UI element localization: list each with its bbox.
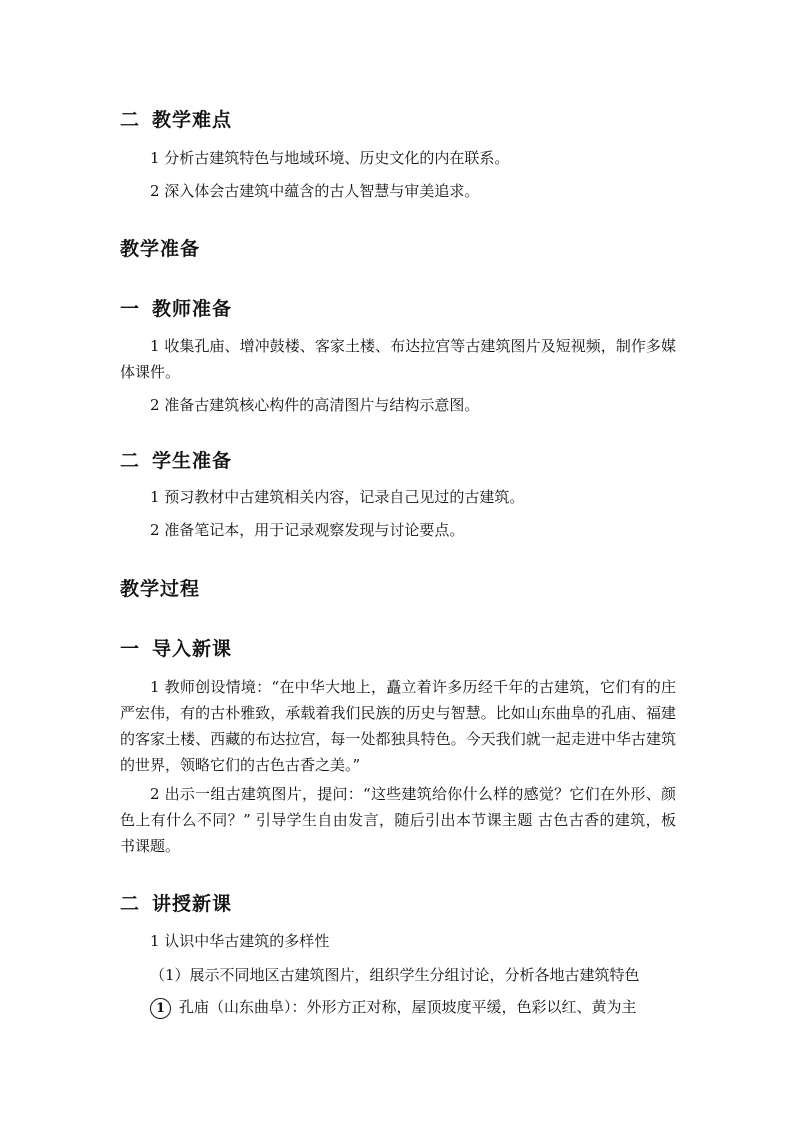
circled-number-icon: 1 [150,998,171,1019]
student-item-2: 2 准备笔记本，用于记录观察发现与讨论要点。 [150,521,465,539]
heading-new-lesson: 二 讲授新课 [120,893,233,915]
heading-teaching-difficulty: 二 教学难点 [120,109,233,131]
intro-paragraph-1: 1 教师创设情境：“在中华大地上，矗立着许多历经千年的古建筑，它们有的庄严宏伟，有的古朴雅致，承载着我们民族的历史与智慧。比如山东曲阜的孔庙、福建的客家土楼、西藏的布达拉宫，每一处都独具特色。今天我们就一起走进中华古建筑的世界，领略它们的古色古香之美。” [120,678,676,774]
heading-teaching-process: 教学过程 [120,578,201,600]
lesson-item-1: 1 孔庙（山东曲阜）：外形方正对称，屋顶坡度平缓，色彩以红、黄为主 [150,996,637,1019]
heading-introduction: 一 导入新课 [120,638,233,660]
lesson-subheading-1: 1 认识中华古建筑的多样性 [150,932,330,950]
teacher-item-2: 2 准备古建筑核心构件的高清图片与结构示意图。 [150,396,480,414]
difficulty-item-1: 1 分析古建筑特色与地域环境、历史文化的内在联系。 [150,149,510,167]
student-item-1: 1 预习教材中古建筑相关内容，记录自己见过的古建筑。 [150,488,525,506]
heading-student-preparation: 二 学生准备 [120,450,233,472]
intro-paragraph-2: 2 出示一组古建筑图片，提问：“这些建筑给你什么样的感觉？它们在外形、颜色上有什么不同？” 引导学生自由发言，随后引出本节课主题 古色古香的建筑，板书课题。 [120,785,676,855]
heading-teacher-preparation: 一 教师准备 [120,298,233,320]
lesson-step-1: （1）展示不同地区古建筑图片，组织学生分组讨论，分析各地古建筑特色 [150,966,640,984]
difficulty-item-2: 2 深入体会古建筑中蕴含的古人智慧与审美追求。 [150,182,480,200]
heading-teaching-preparation: 教学准备 [120,238,201,260]
teacher-item-1: 1 收集孔庙、增冲鼓楼、客家土楼、布达拉宫等古建筑图片及短视频，制作多媒体课件。 [120,337,676,381]
